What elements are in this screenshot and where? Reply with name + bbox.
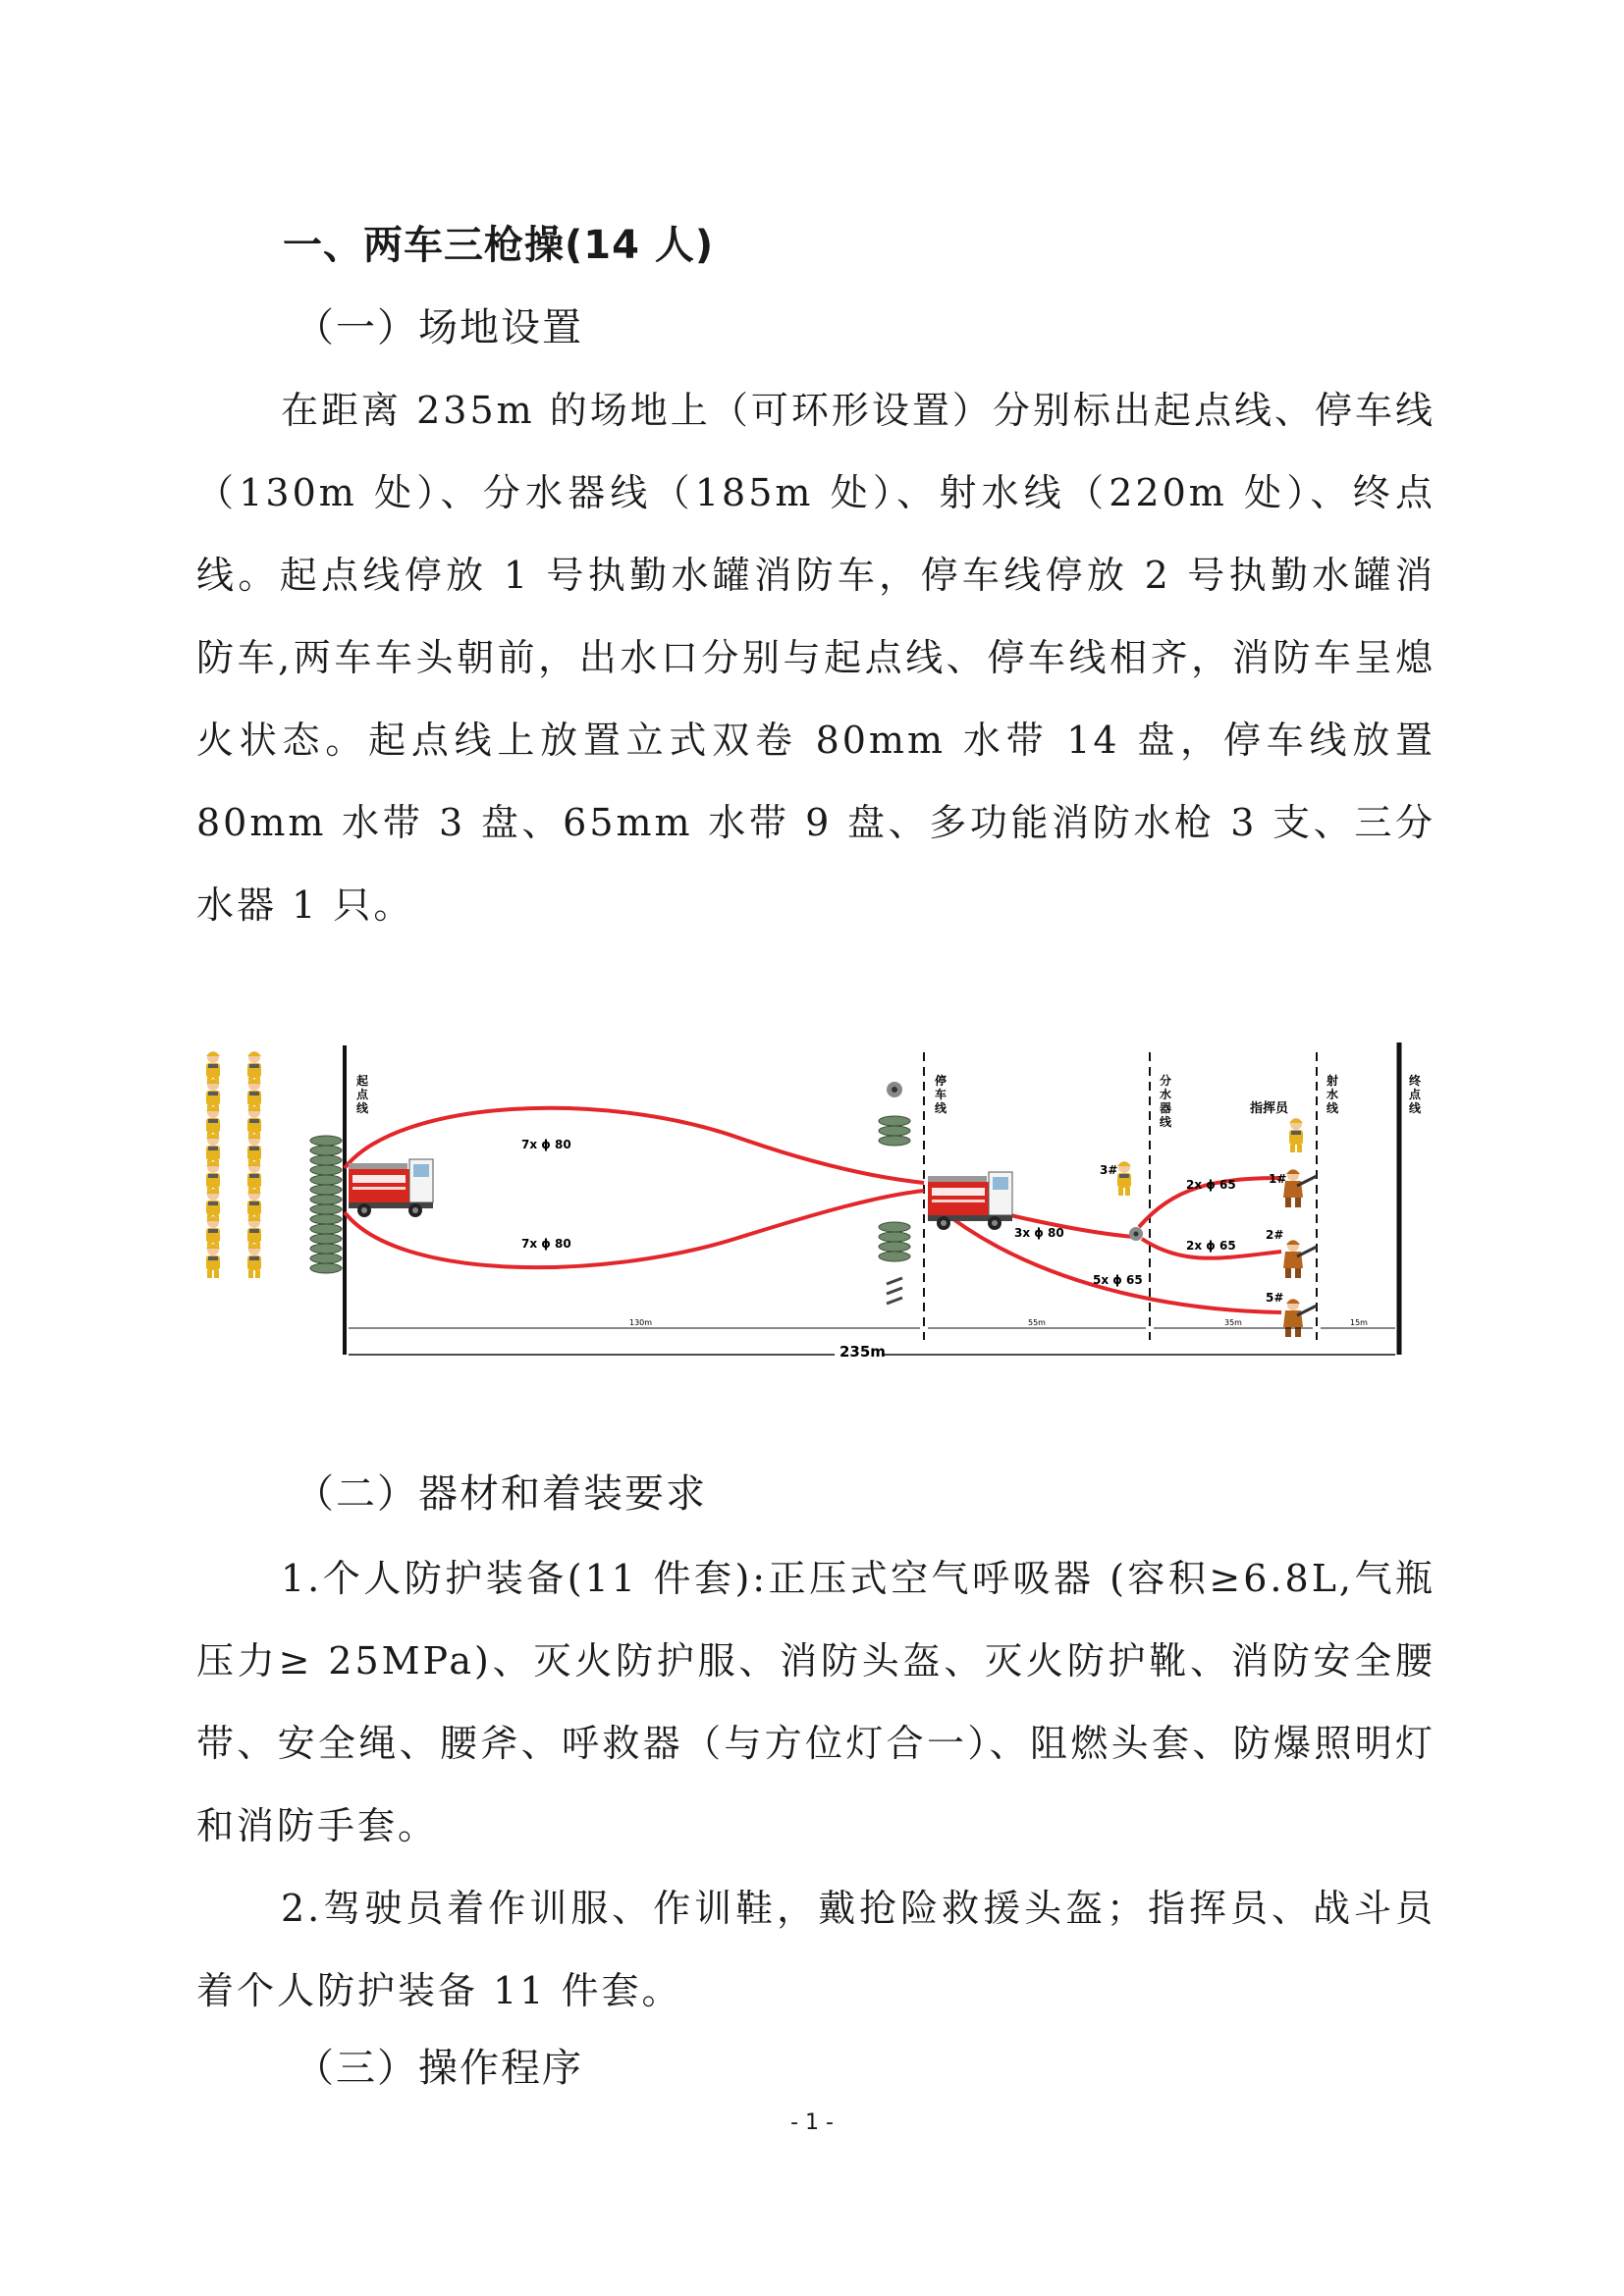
site-layout-diagram <box>191 1031 1422 1374</box>
commander-figure <box>1289 1118 1303 1152</box>
fire-truck-2 <box>928 1172 1012 1230</box>
label-shoot-line: 射水线 <box>1326 1074 1339 1115</box>
divider-icon <box>887 1082 902 1097</box>
paragraph-protection-gear-text: 1.个人防护装备(11 件套):正压式空气呼吸器 (容积≥6.8L,气瓶压力≥ 25MPa)、灭火防护服、消防头盔、灭火防护靴、消防安全腰带、安全绳、腰斧、呼救器（与方位灯合一）、阻燃头套、防爆照明灯和消防手套。 <box>196 1557 1435 1847</box>
nozzleman-5 <box>1283 1299 1317 1337</box>
label-end-line: 终点线 <box>1409 1074 1422 1115</box>
label-start-line: 起点线 <box>356 1074 369 1115</box>
paragraph-attire-text: 2.驾驶员着作训服、作训鞋，戴抢险救援头盔；指挥员、战斗员着个人防护装备 11 件套。 <box>196 1887 1435 2012</box>
nozzleman-2 <box>1283 1240 1317 1278</box>
label-distance-55: 55m <box>1028 1318 1046 1327</box>
fire-truck-1 <box>349 1159 433 1217</box>
label-distance-total: 235m <box>839 1343 886 1361</box>
nozzleman-1 <box>1283 1169 1317 1207</box>
page-number: - 1 - <box>790 2110 834 2135</box>
hose-reels-start <box>310 1136 342 1273</box>
label-divider-line: 分水器线 <box>1160 1074 1172 1129</box>
nozzles-icon <box>887 1278 902 1304</box>
subsection-title-equipment: （二）器材和着装要求 <box>295 1471 707 1517</box>
fighter-3 <box>1117 1161 1131 1196</box>
personnel-group <box>206 1051 261 1278</box>
label-position-3: 3# <box>1100 1163 1118 1177</box>
hose-reels-stop <box>879 1116 910 1261</box>
label-hose-branch1: 2x ϕ 65 <box>1186 1178 1236 1192</box>
section-heading: 一、两车三枪操(14 人) <box>283 223 715 268</box>
water-divider-icon <box>1129 1227 1143 1241</box>
label-distance-15: 15m <box>1350 1318 1368 1327</box>
label-hose-upper: 7x ϕ 80 <box>521 1138 571 1151</box>
paragraph-site-setup <box>196 369 1435 946</box>
label-position-5: 5# <box>1266 1291 1284 1305</box>
label-commander: 指挥员 <box>1250 1101 1289 1116</box>
label-hose-mid: 3x ϕ 80 <box>1014 1226 1064 1240</box>
label-hose-lower: 7x ϕ 80 <box>521 1237 571 1251</box>
label-position-2: 2# <box>1266 1228 1284 1242</box>
label-distance-130: 130m <box>629 1318 653 1327</box>
subsection-title-procedure: （三）操作程序 <box>295 2046 583 2091</box>
paragraph-protection-gear <box>196 1537 1435 1867</box>
label-hose-branch2: 2x ϕ 65 <box>1186 1239 1236 1253</box>
label-distance-35: 35m <box>1224 1318 1242 1327</box>
label-hose-branch3: 5x ϕ 65 <box>1093 1273 1143 1287</box>
paragraph-site-setup-text: 在距离 235m 的场地上（可环形设置）分别标出起点线、停车线（130m 处）、分水器线（185m 处）、射水线（220m 处）、终点线。起点线停放 1 号执勤水罐消防车，停车线停放 2 号执勤水罐消防车,两车车头朝前，出水口分别与起点线、停车线相齐，消防车呈熄火状态。起点线上放置立式双卷 80mm 水带 14 盘，停车线放置 80mm 水带 3 盘、65mm 水带 9 盘、多功能消防水枪 3 支、三分水器 1 只。 <box>196 389 1435 927</box>
label-stop-line: 停车线 <box>935 1074 947 1115</box>
paragraph-attire <box>196 1867 1435 2032</box>
label-position-1: 1# <box>1269 1172 1287 1186</box>
subsection-title-site: （一）场地设置 <box>295 305 583 350</box>
